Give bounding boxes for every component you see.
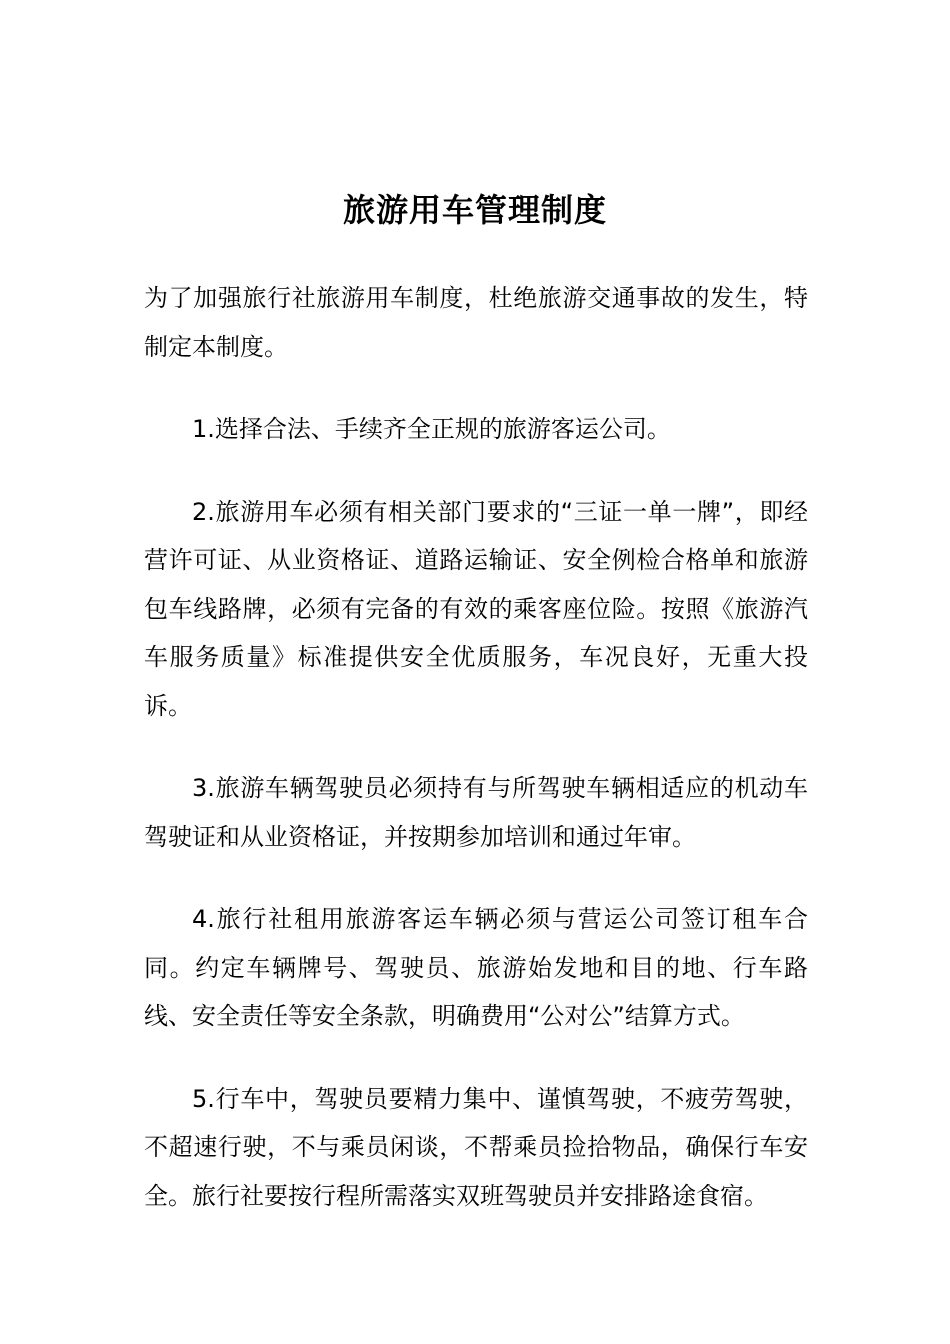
rule-item-4: 4.旅行社租用旅游客运车辆必须与营运公司签订租车合同。约定车辆牌号、驾驶员、旅游始发地和目的地、行车路线、安全责任等安全条款，明确费用“公对公”结算方式。 bbox=[144, 905, 808, 1030]
document-body bbox=[144, 274, 808, 1254]
rule-item-1: 1.选择合法、手续齐全正规的旅游客运公司。 bbox=[192, 415, 671, 443]
page-title: 旅游用车管理制度 bbox=[342, 191, 607, 229]
rule-item-2: 2.旅游用车必须有相关部门要求的“三证一单一牌”，即经营许可证、从业资格证、道路运输证、安全例检合格单和旅游包车线路牌，必须有完备的有效的乘客座位险。按照《旅游汽车服务质量》标准提供安全优质服务，车况良好，无重大投诉。 bbox=[144, 497, 808, 720]
rule-item-3: 3.旅游车辆驾驶员必须持有与所驾驶车辆相适应的机动车驾驶证和从业资格证，并按期参加培训和通过年审。 bbox=[144, 774, 808, 851]
rule-item-5: 5.行车中，驾驶员要精力集中、谨慎驾驶，不疲劳驾驶，不超速行驶，不与乘员闲谈，不帮乘员捡拾物品，确保行车安全。旅行社要按行程所需落实双班驾驶员并安排路途食宿。 bbox=[144, 1084, 808, 1210]
intro-paragraph: 为了加强旅行社旅游用车制度，杜绝旅游交通事故的发生，特制定本制度。 bbox=[144, 284, 808, 361]
